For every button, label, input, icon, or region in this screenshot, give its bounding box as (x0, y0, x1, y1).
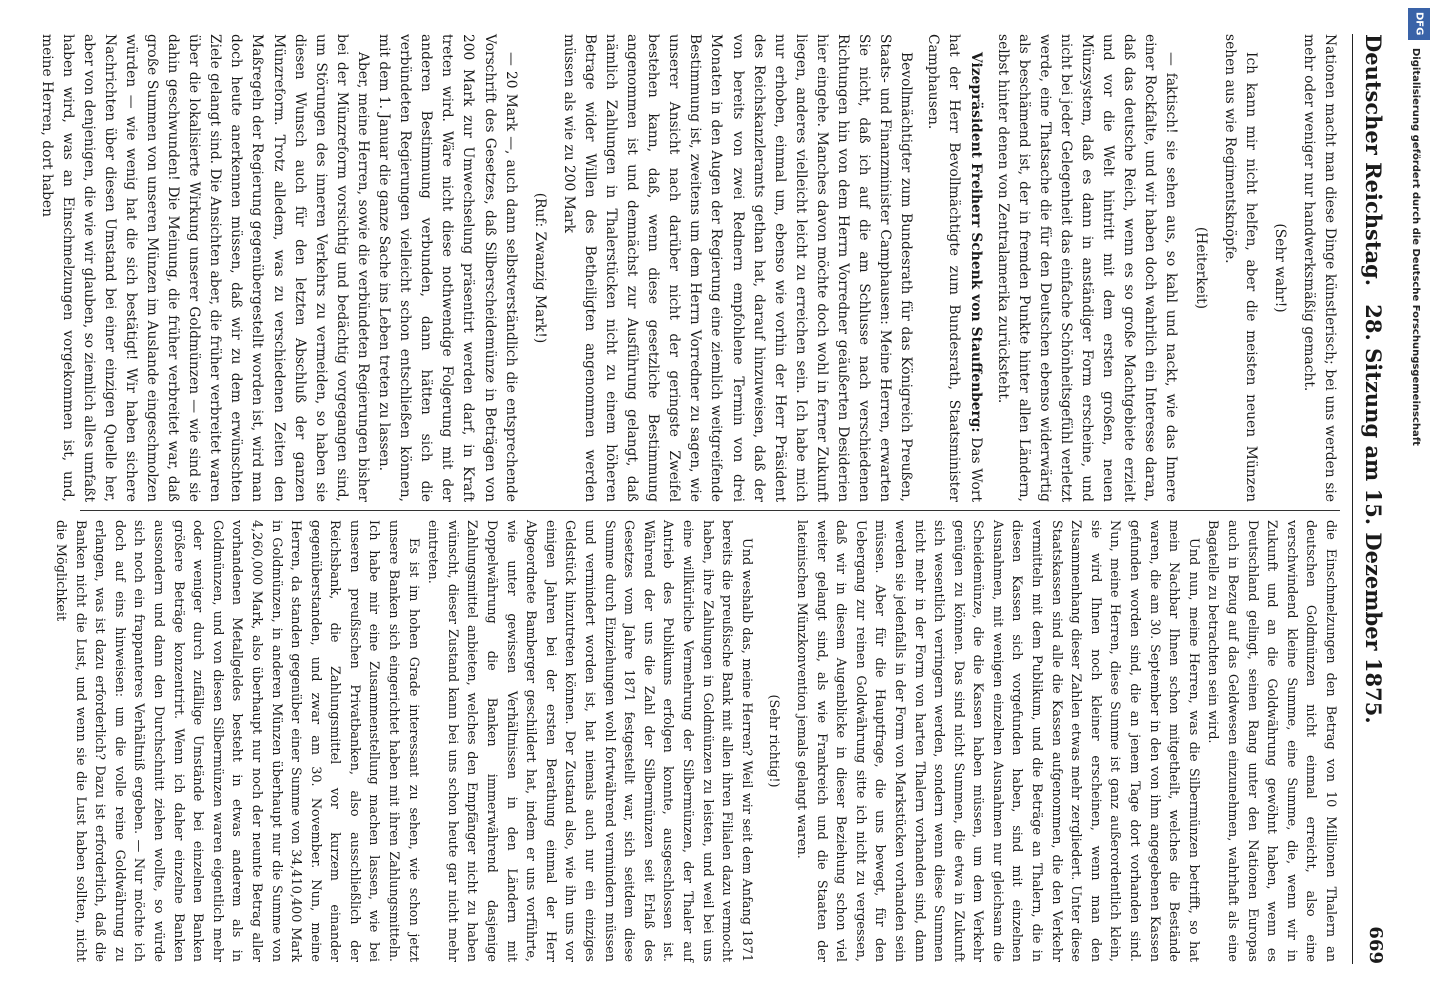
speaker-paragraph (922, 34, 985, 502)
remark: (Sehr richtig!) (766, 694, 782, 788)
header-session: 28. Sitzung am 15. Dezember 1875. (1361, 304, 1386, 724)
page-number: 669 (1365, 926, 1386, 964)
paragraph: Ich kann mir nicht helfen, aber die meisten neuen Münzen sehen aus wie Regimentsknöpfe. (1221, 34, 1259, 502)
speech-text: Das Wort hat der Herr Bevollmächtigte zum Bundesrath, Staatsminister Camphausen. (925, 34, 984, 502)
remark: (Ruf: Zwanzig Mark!) (531, 192, 548, 344)
paragraph: Und nun, meine Herren, was die Silbermünzen betrifft, so hat mein Nachbar Ihnen schon mitgetheilt, welches die Bestände waren, die am 30. September in den von ihm angegebenen Kassen gefunden worden sind, die an jenem Tage dort vorhanden sind. Nun, meine Herren, diese Summe ist ganz außerordentlich klein, sie wird Ihnen noch kleiner erscheinen, wenn man den Zusammenhang dieser Zahlen etwas mehr zergliedert. Unter diese Staatskassen sind alle die Kassen aufgenommen, die den Verkehr vermitteln mit dem Publikum, und die Beträge an Thalern, die in diesen Kassen sich vorgefunden haben, sind mit einzelnen Ausnahmen, mit wenigen einzelnen Ausnahmen nur gleichsam die Scheidemünze, die die Kassen haben müssen, um dem Verkehr genügen zu können. Das sind nicht Summen, die etwa in Zukunft sich wesentlich verringern werden, sondern wenn diese Summen nicht mehr in der Form von harten Thalern vorhanden sind, dann werden sie jedenfalls in der Form von Markstücken vorhanden sein müssen. Aber für die Hauptfrage, die uns bewegt, für den Uebergang zur reinen Goldwährung sitte ich nicht zu vergessen, daß wir in diesem Augenblicke in dieser Beziehung schon viel weiter gelangt sind, als wie Frankreich und die Staaten der lateinischen Münzkonvention jemals gelangt waren. (793, 520, 1201, 962)
speaker-name: Vizepräsident Freiherr Schenk von Stauffenberg: (967, 52, 984, 433)
remark: (Heiterkeit) (1192, 226, 1209, 310)
dfg-logo: DFG (1408, 8, 1430, 40)
paragraph: — faktisch! sie sehen aus, so kahl und nackt, wie das Innere einer Rockfalte, und wir haben doch wahrlich ein Interesse daran, daß das deutsche Reich, wenn es so große Machtgebiete erzielt und vor die Welt hintritt mit dem ersten großen, neuen Münzsystem, daß es dann in anständiger Form erscheine, und nicht bei jeder Gelegenheit das einfache Schönheitsgefühl verletzt werde, eine Thatsache die für den Deutschen ebenso widerwärtig als beschämend ist, der in fremden Punkte hinter allen Ländern, selbst hinter denen von Zentralamerika zurücksteht. (994, 34, 1180, 502)
paragraph: die Einschmelzungen den Betrag von 10 Millionen Thalern an deutschen Goldmünzen nicht einmal erreicht, also eine verschwindend kleine Summe, eine Summe, die, wenn wir in Zukunft und an die Goldwährung gewöhnt haben, wenn es Deutschland gelingt, seinen Rang unter den Nationen Europas auch in Bezug auf das Geldwesen einzunehmen, wahrhaft als eine Bagatelle zu betrachten sein wird. (1205, 520, 1338, 962)
page-header (1352, 34, 1404, 964)
speech-text: Meine Herren, erwarten Sie nicht, daß ich auf die am Schlusse nach verschiedenen Richtungen hin von dem Herrn Vorredner geäußerten Desiderien hier eingehe. Manches davon möchte doch wohl in ferner Zukunft liegen, anderes vielleicht leicht zu erreichen sein. Ich habe mich nur erhoben, einmal um, ebenso wie vorhin der Herr Präsident des Reichskanzleramts gethan hat, darauf hinzuweisen, daß der von bereits von zwei Rednern empfohlene Termin von drei Monaten in den Augen der Regierung eine ziemlich weitgreifende Bestimmung ist, zweitens um dem Herrn Vorredner zu sagen, wie unserer Ansicht nach darüber nicht der geringste Zweifel bestehen kann, daß, wenn diese gesetzliche Bestimmung angenommen ist und demnächst zur Ausführung gelangt, daß nämlich Zahlungen in Thalerstücken nicht zu einem höheren Betrage wider Willen des Betheiligten angenommen werden müssen als wie zu 200 Mark (560, 34, 894, 502)
right-column (50, 520, 1340, 962)
dfg-sidebar (1408, 0, 1432, 1000)
left-column (35, 34, 1340, 502)
paragraph: Und weshalb das, meine Herren? Weil wir seit dem Anfang 1871 bereits die preußische Bank mit allen ihren Filialen dazu vermocht haben, ihre Zahlungen in Goldmünzen zu leisten, und weil bei uns eine willkürliche Vermehrung der Silbermünzen, der Thaler auf Antrieb des Publikums erfolgen konnte, ausgeschlossen ist. Während der uns die Zahl der Silbermünzen seit Erlaß des Gesetzes vom Jahre 1871 festgestellt war, sich seitdem diese Summe durch Einziehungen wohl fortwährend vermindern müssen und vermindert worden ist, hat niemals auch nur ein einziges Geldstück hinzutreten können. Der Zustand also, wie ihn uns vor einigen Jahren bei der ersten Berathung einmal der Herr Abgeordnete Bamberger geschildert hat, indem er uns vorführte, wie unter gewissen Verhältnissen in den Ländern mit Doppelwährung die Banken immerwährend dasjenige Zahlungsmittel anbieten, welches den Empfänger nicht zu haben wünscht, dieser Zustand kann bei uns schon heute gar nicht mehr eintreten. (425, 520, 754, 962)
header-rule (1352, 34, 1353, 964)
dfg-funding-note: Digitalisierung gefördert durch die Deutsche Forschungsgemeinschaft (1410, 48, 1421, 446)
column-separator (80, 510, 1340, 511)
speaker-title: Bevollmächtigter zum Bundesrath für das Königreich Preußen, Staats- und Finanzminister Camphausen: (877, 34, 915, 502)
speaker-paragraph (558, 34, 917, 502)
paragraph: Es ist im hohen Grade interessant zu sehen, wie schon jetzt unsere Banken sich eingerichtet haben mit ihren Zahlungsmitteln. Ich habe mir eine Zusammenstellung machen lassen, wie bei unseren preußischen Privatbanken, also ausschließlich der Reichsbank, die Zahlungsmittel vor kurzem einander gegenüberstanden, und zwar am 30. November. Nun, meine Herren, da standen gegenüber einer Summe von 34,410,400 Mark in Goldmünzen, in anderen Münzen überhaupt nur die Summe von 4,260,000 Mark, also überhaupt nur noch der neunte Betrag aller vorhandenen Metallgeldes besteht in etwas anderem als in Goldmünzen, und von diesen Silbermünzen waren eigentlich mehr oder weniger durch zufällige Umstände bei einzelnen Banken größere Beträge konzentrirt. Wenn ich daher einzelne Banken aussondern und dann den Durchschnitt ziehen wollte, so würde sich noch ein frappanteres Verhältniß ergeben. — Nur möchte ich doch auf eins hinweisen: um die volle reine Goldwährung zu erlangen, was ist dazu erforderlich? Dazu ist erforderlich, daß die Banken nicht die Lust, und wenn sie die Lust haben sollten, nicht die Möglichkeit (53, 520, 421, 962)
paragraph: Aber, meine Herren, sowie die verbündeten Regierungen bisher bei der Münzreform vorsichtig und bedächtig vorgegangen sind, um Störungen des inneren Verkehrs zu vermeiden, so haben sie diesen Wunsch auch für den letzten Abschluß der ganzen Münzreform. Trotz alledem, was zu verschiedenen Zeiten den Maßregeln der Regierung gegenübergestellt worden ist, wird man doch heute anerkennen müssen, daß wir zu dem erwünschten Ziele gelangt sind. Die Ansichten aber, die früher verbreitet waren über die lokalisierte Wirkung unserer Goldmünzen — wie sind sie dahin geschwunden! Die Meinung, die früher verbreitet war, daß große Summen von unseren Münzen im Auslande eingeschmolzen würden — wie wenig hat die sich bestätigt! Wir haben sichere Nachrichten über diesen Umstand bei einer einzigen Quelle her, aber von denjenigen, die wie wir glauben, so ziemlich alles umfaßt haben wird, was an Einschmelzungen vorgekommen ist, und, meine Herren, dort haben (38, 34, 371, 502)
paragraph: Nationen macht man diese Dinge künstlerisch; bei uns werden sie mehr oder weniger nur handwerksmäßig gemacht. (1300, 34, 1338, 502)
paragraph: — 20 Mark —, auch dann selbstverständlich die entsprechende Vorschrift des Gesetzes, daß Silberscheidemünze in Beträgen von 200 Mark zur Umwechselung präsentirt werden darf, in Kraft treten wird. Wäre nicht diese nothwendige Folgerung mit der anderen Bestimmung verbunden, dann hätten sich die verbündeten Regierungen vielleicht schon entschließen können, mit dem 1. Januar die ganze Sache ins Leben treten zu lassen. (376, 34, 519, 502)
header-publication: Deutscher Reichstag. (1361, 34, 1386, 287)
remark: (Sehr wahr!) (1271, 223, 1288, 313)
